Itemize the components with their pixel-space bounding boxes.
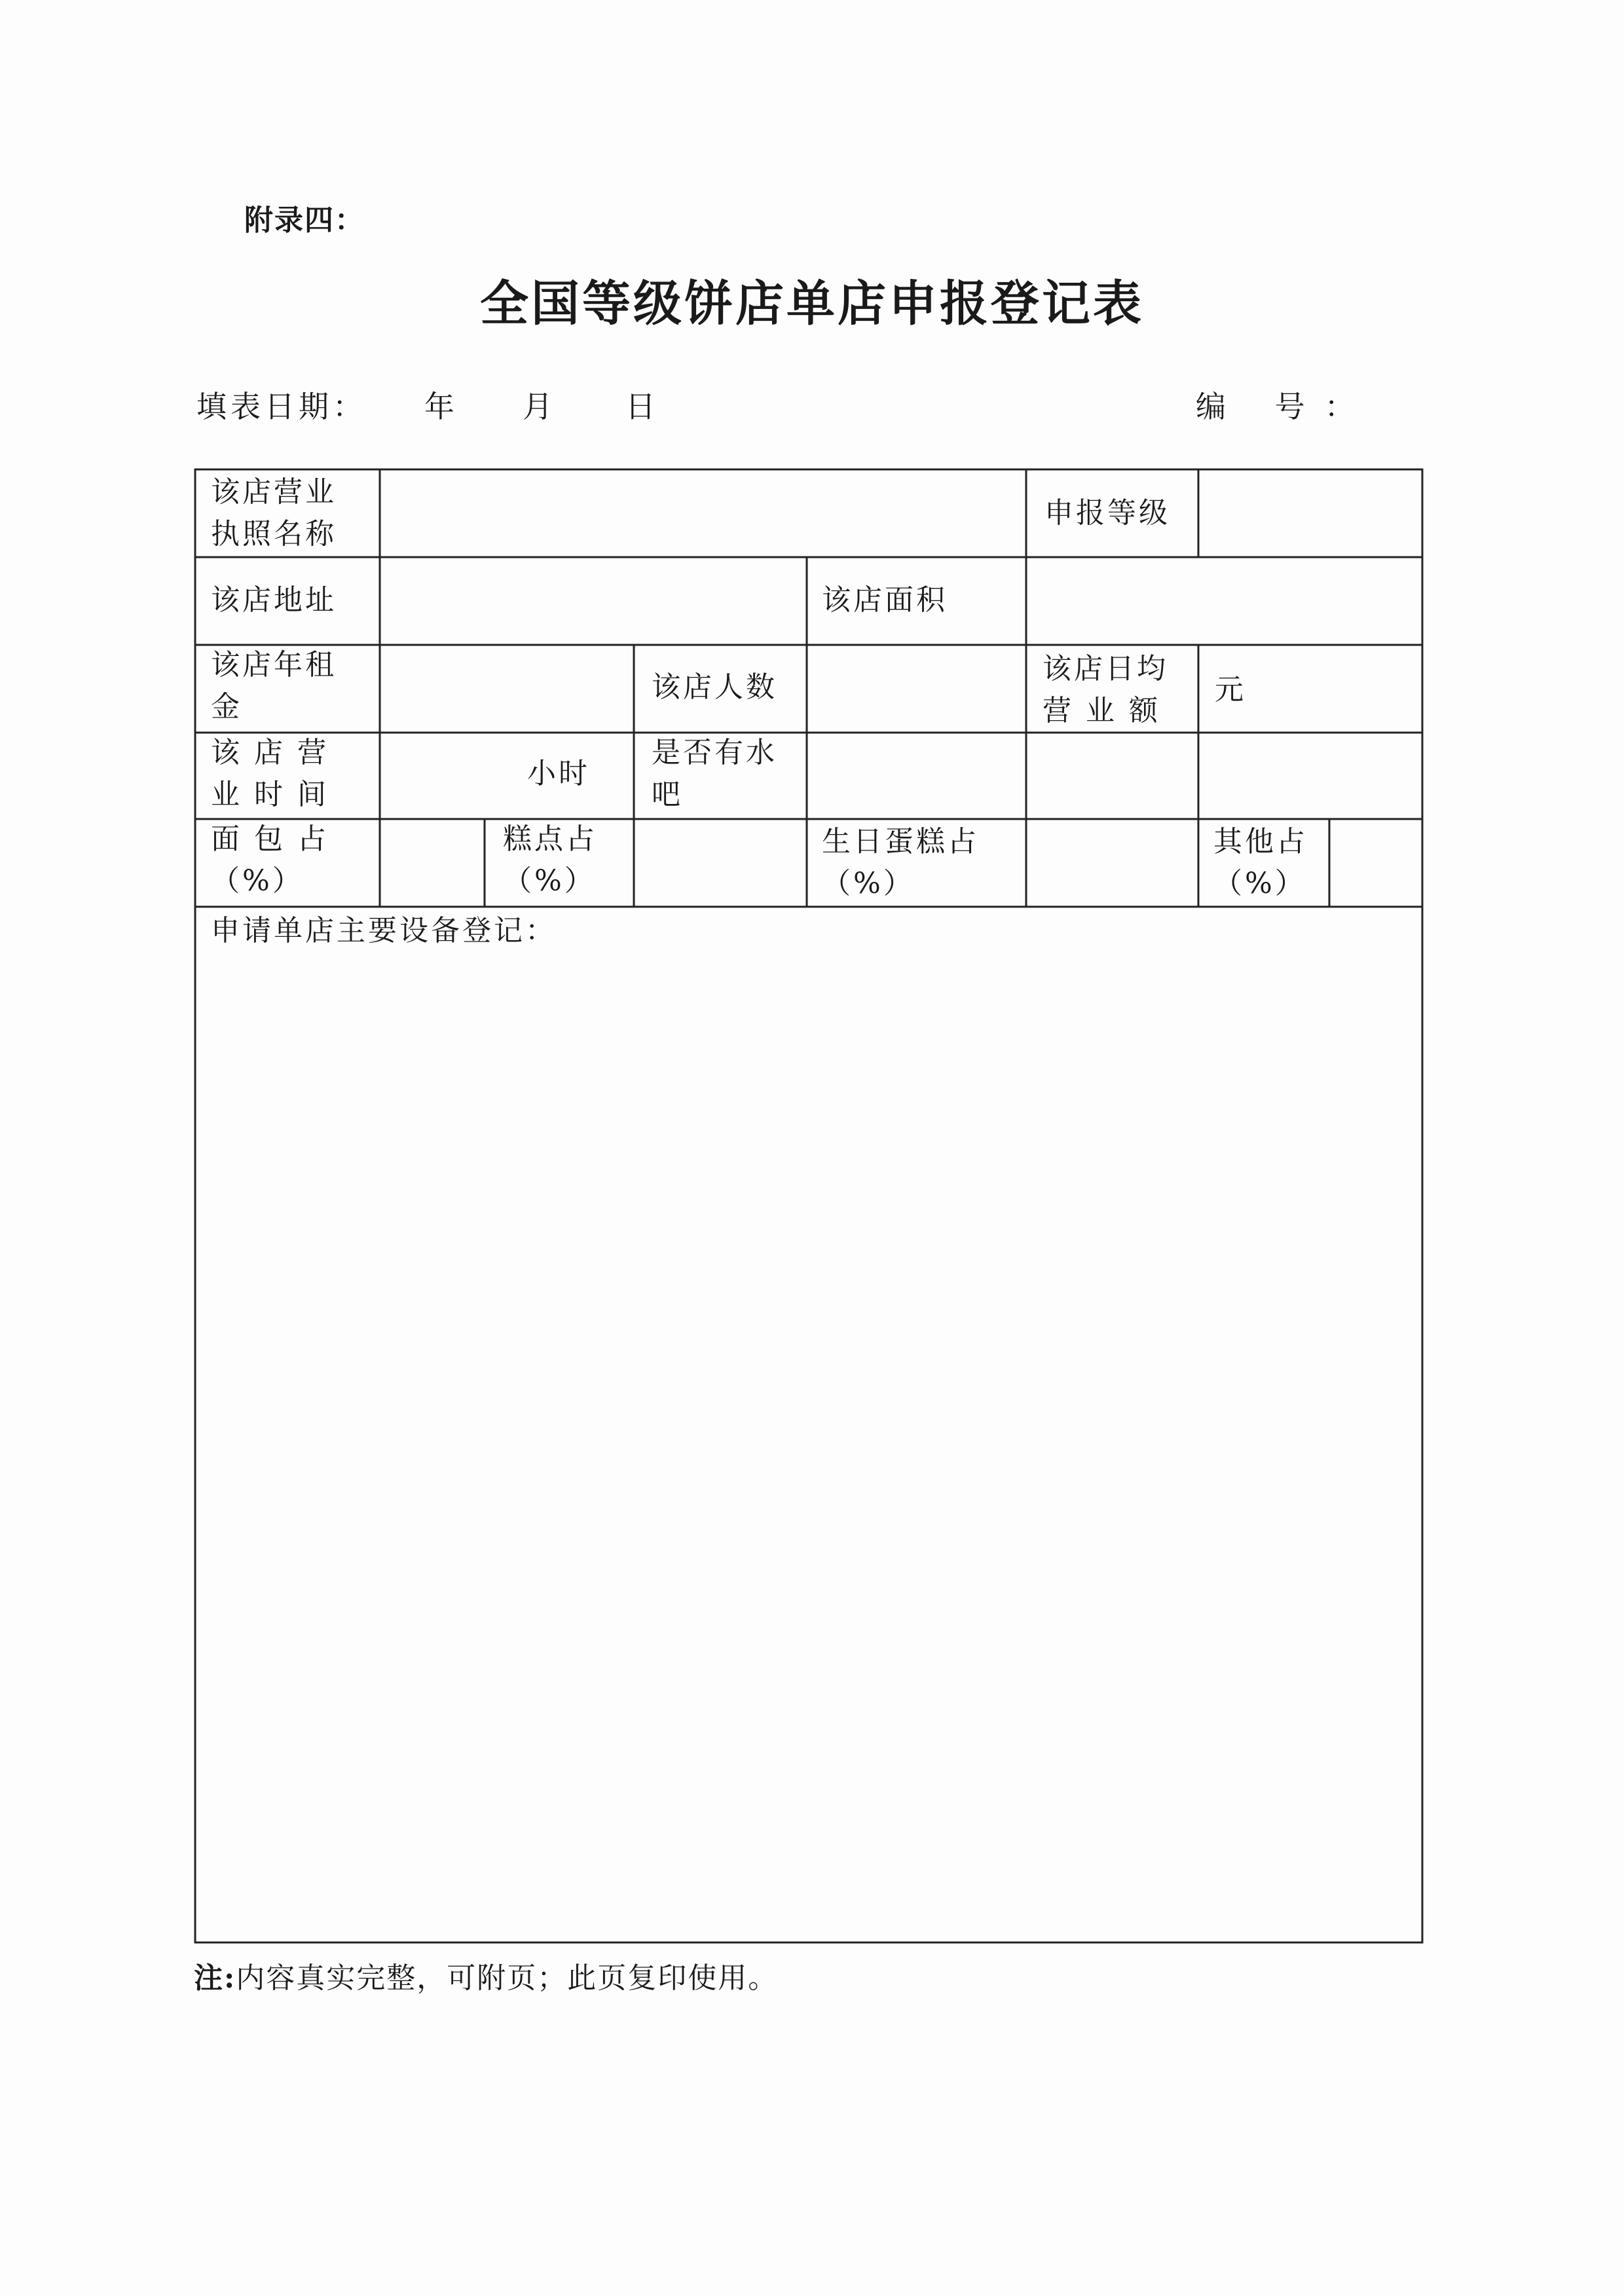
equipment-registration-label: 申请单店主要设备登记： <box>211 914 557 947</box>
license-name-label <box>211 471 337 555</box>
date-month-label: 月 <box>523 389 557 424</box>
footnote-text: 内容真实完整，可附页；此页复印使用。 <box>236 1961 779 1995</box>
pastry-share-line-2: （%） <box>503 864 596 898</box>
rent-line-2: 金 <box>211 690 242 723</box>
date-day-label: 日 <box>625 389 659 424</box>
hours-unit: 小时 <box>527 757 590 790</box>
other-share-line-2: （%） <box>1213 867 1306 900</box>
birthday-cake-share-label <box>822 821 979 905</box>
license-name-line-1: 该店营业 <box>211 475 337 509</box>
yuan-unit: 元 <box>1215 673 1246 706</box>
page-title: 全国等级饼店单店申报登记表 <box>480 276 1144 332</box>
bread-share-line-2: （%） <box>211 864 304 898</box>
water-bar-line-2: 吧 <box>652 778 683 811</box>
footnote <box>194 1954 778 1996</box>
pastry-share-line-1: 糕点占 <box>503 822 597 856</box>
license-name-line-2: 执照名称 <box>211 517 337 551</box>
footnote-label: 注: <box>194 1961 236 1995</box>
appendix-label: 附录四： <box>244 204 365 237</box>
daily-revenue-label <box>1043 648 1168 732</box>
water-bar-line-1: 是否有水 <box>652 736 777 769</box>
bread-share-label <box>211 818 329 902</box>
daily-revenue-line-2: 营 业 额 <box>1043 694 1160 727</box>
area-label: 该店面积 <box>822 583 948 617</box>
rent-label <box>211 644 337 728</box>
date-year-label: 年 <box>424 389 458 424</box>
other-share-line-1: 其他占 <box>1213 825 1308 858</box>
date-label: 填表日期： <box>196 389 367 424</box>
staff-label: 该店人数 <box>652 670 777 704</box>
daily-revenue-line-1: 该店日均 <box>1043 652 1168 685</box>
other-share-label <box>1213 821 1308 905</box>
birthday-cake-share-line-2: （%） <box>822 867 915 900</box>
rent-line-1: 该店年租 <box>211 648 337 682</box>
serial-number-label: 编 号： <box>1196 389 1375 424</box>
address-label: 该店地址 <box>211 583 337 617</box>
birthday-cake-share-line-1: 生日蛋糕占 <box>822 825 979 858</box>
water-bar-label <box>652 732 777 816</box>
business-hours-label <box>211 732 329 816</box>
grade-label: 申报等级 <box>1044 496 1170 530</box>
pastry-share-label <box>503 818 597 902</box>
bread-share-line-1: 面 包 占 <box>211 822 329 856</box>
business-hours-line-2: 业 时 间 <box>211 778 329 811</box>
business-hours-line-1: 该 店 营 <box>211 736 329 769</box>
